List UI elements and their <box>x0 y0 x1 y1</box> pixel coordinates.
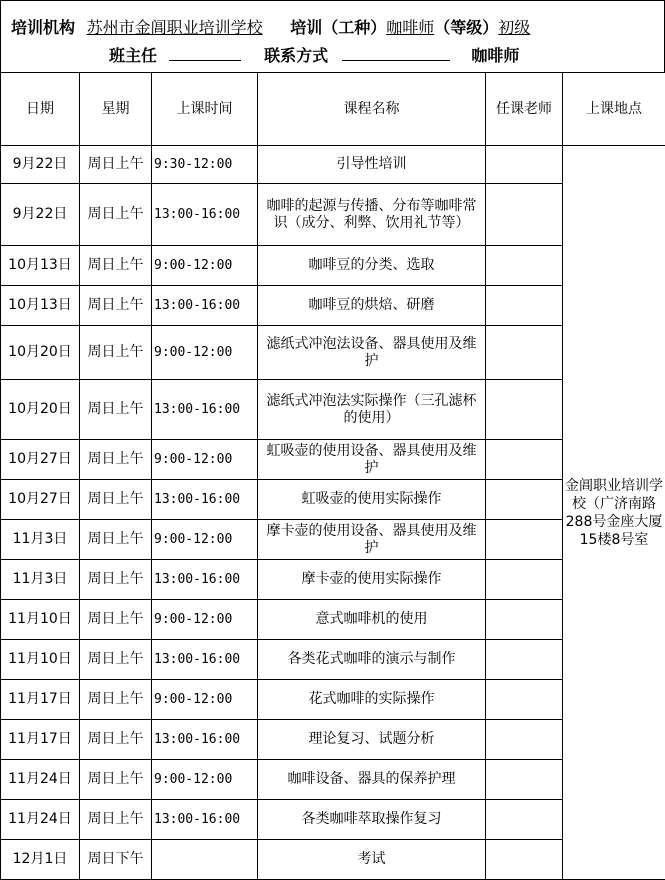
teacher-cell <box>486 560 563 600</box>
teacher-cell <box>486 146 563 184</box>
level-label: （等级） <box>434 18 498 37</box>
course-cell: 咖啡的起源与传播、分布等咖啡常识（成分、利弊、饮用礼节等） <box>258 184 486 246</box>
weekday-cell: 周日上午 <box>80 286 152 326</box>
weekday-cell: 周日上午 <box>80 380 152 440</box>
weekday-cell: 周日上午 <box>80 760 152 800</box>
time-cell: 9:00-12:00 <box>152 326 258 380</box>
time-cell: 9:00-12:00 <box>152 760 258 800</box>
time-cell: 13:00-16:00 <box>152 560 258 600</box>
org-label: 培训机构 <box>11 18 75 37</box>
weekday-cell: 周日上午 <box>80 520 152 560</box>
weekday-cell: 周日上午 <box>80 440 152 480</box>
org-name: 苏州市金阊职业培训学校 <box>87 18 263 37</box>
time-cell: 9:30-12:00 <box>152 146 258 184</box>
teacher-cell <box>486 480 563 520</box>
date-cell: 10月27日 <box>1 440 80 480</box>
table-header-row <box>1 73 665 146</box>
teacher-cell <box>486 380 563 440</box>
trade-label: 培训（工种） <box>290 18 386 37</box>
course-cell: 考试 <box>258 840 486 880</box>
weekday-cell: 周日上午 <box>80 800 152 840</box>
weekday-cell: 周日上午 <box>80 680 152 720</box>
date-cell: 11月10日 <box>1 640 80 680</box>
course-cell: 摩卡壶的使用实际操作 <box>258 560 486 600</box>
weekday-cell: 周日上午 <box>80 246 152 286</box>
header-line-2 <box>109 43 519 66</box>
time-cell: 9:00-12:00 <box>152 680 258 720</box>
course-cell: 滤纸式冲泡法设备、器具使用及维护 <box>258 326 486 380</box>
teacher-cell <box>486 640 563 680</box>
time-cell: 9:00-12:00 <box>152 600 258 640</box>
date-cell: 11月3日 <box>1 520 80 560</box>
weekday-cell: 周日上午 <box>80 480 152 520</box>
weekday-cell: 周日上午 <box>80 560 152 600</box>
course-cell: 咖啡豆的分类、选取 <box>258 246 486 286</box>
schedule-table <box>0 72 665 880</box>
course-cell: 引导性培训 <box>258 146 486 184</box>
date-cell: 11月17日 <box>1 720 80 760</box>
course-cell: 意式咖啡机的使用 <box>258 600 486 640</box>
col-header-time: 上课时间 <box>152 73 258 146</box>
course-cell: 各类咖啡萃取操作复习 <box>258 800 486 840</box>
time-cell: 13:00-16:00 <box>152 720 258 760</box>
time-cell: 13:00-16:00 <box>152 800 258 840</box>
weekday-cell: 周日上午 <box>80 720 152 760</box>
col-header-course: 课程名称 <box>258 73 486 146</box>
course-cell: 咖啡豆的烘焙、研磨 <box>258 286 486 326</box>
course-cell: 咖啡设备、器具的保养护理 <box>258 760 486 800</box>
date-cell: 10月13日 <box>1 246 80 286</box>
teacher-cell <box>486 720 563 760</box>
teacher-cell <box>486 184 563 246</box>
trailing-title: 咖啡师 <box>471 46 519 65</box>
course-cell: 虹吸壶的使用设备、器具使用及维护 <box>258 440 486 480</box>
level-value: 初级 <box>498 18 530 37</box>
date-cell: 11月10日 <box>1 600 80 640</box>
header-line-1 <box>11 15 530 38</box>
course-cell: 理论复习、试题分析 <box>258 720 486 760</box>
date-cell: 10月13日 <box>1 286 80 326</box>
teacher-cell <box>486 760 563 800</box>
course-cell: 虹吸壶的使用实际操作 <box>258 480 486 520</box>
col-header-location: 上课地点 <box>563 73 665 146</box>
weekday-cell: 周日上午 <box>80 640 152 680</box>
teacher-cell <box>486 600 563 640</box>
teacher-cell <box>486 246 563 286</box>
time-cell: 13:00-16:00 <box>152 480 258 520</box>
date-cell: 10月20日 <box>1 380 80 440</box>
time-cell: 9:00-12:00 <box>152 440 258 480</box>
date-cell: 11月24日 <box>1 800 80 840</box>
teacher-cell <box>486 286 563 326</box>
head-teacher-blank <box>169 46 241 61</box>
weekday-cell: 周日上午 <box>80 146 152 184</box>
col-header-teacher: 任课老师 <box>486 73 563 146</box>
course-cell: 花式咖啡的实际操作 <box>258 680 486 720</box>
course-cell: 滤纸式冲泡法实际操作（三孔滤杯的使用） <box>258 380 486 440</box>
time-cell: 13:00-16:00 <box>152 286 258 326</box>
course-cell: 各类花式咖啡的演示与制作 <box>258 640 486 680</box>
time-cell: 9:00-12:00 <box>152 246 258 286</box>
time-cell: 13:00-16:00 <box>152 640 258 680</box>
weekday-cell: 周日上午 <box>80 326 152 380</box>
contact-blank <box>342 46 450 61</box>
date-cell: 11月3日 <box>1 560 80 600</box>
weekday-cell: 周日上午 <box>80 600 152 640</box>
date-cell: 9月22日 <box>1 146 80 184</box>
teacher-cell <box>486 520 563 560</box>
teacher-cell <box>486 840 563 880</box>
contact-label: 联系方式 <box>264 46 328 65</box>
date-cell: 11月17日 <box>1 680 80 720</box>
col-header-weekday: 星期 <box>80 73 152 146</box>
teacher-cell <box>486 440 563 480</box>
date-cell: 11月24日 <box>1 760 80 800</box>
location-cell: 金阊职业培训学校（广济南路288号金座大厦15楼8号室 <box>563 146 665 880</box>
course-cell: 摩卡壶的使用设备、器具使用及维护 <box>258 520 486 560</box>
table-row <box>1 146 665 184</box>
col-header-date: 日期 <box>1 73 80 146</box>
weekday-cell: 周日下午 <box>80 840 152 880</box>
time-cell <box>152 840 258 880</box>
date-cell: 12月1日 <box>1 840 80 880</box>
time-cell: 9:00-12:00 <box>152 520 258 560</box>
trade-name: 咖啡师 <box>386 18 434 37</box>
weekday-cell: 周日上午 <box>80 184 152 246</box>
time-cell: 13:00-16:00 <box>152 184 258 246</box>
head-teacher-label: 班主任 <box>109 46 157 65</box>
teacher-cell <box>486 680 563 720</box>
date-cell: 10月27日 <box>1 480 80 520</box>
teacher-cell <box>486 800 563 840</box>
date-cell: 10月20日 <box>1 326 80 380</box>
time-cell: 13:00-16:00 <box>152 380 258 440</box>
schedule-header <box>0 0 665 72</box>
teacher-cell <box>486 326 563 380</box>
schedule-body <box>1 146 665 880</box>
date-cell: 9月22日 <box>1 184 80 246</box>
